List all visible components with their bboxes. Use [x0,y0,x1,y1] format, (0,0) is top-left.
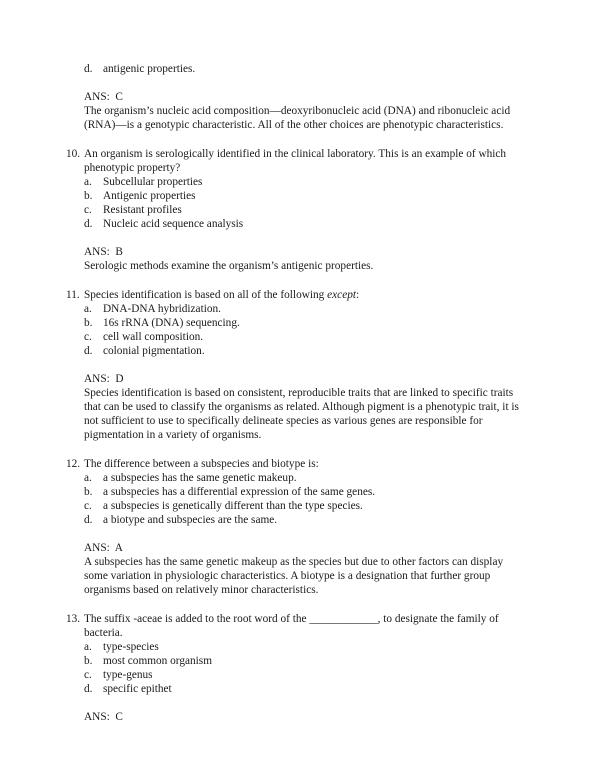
option-text: specific epithet [103,683,172,696]
option-row [84,499,524,513]
question-stem-row [66,147,524,175]
option-row [84,203,524,217]
answer-label: ANS: D [84,373,124,386]
answer-block [84,90,524,132]
option-text: type-species [103,640,159,653]
option-row [84,668,524,682]
option-letter: c. [84,330,92,343]
answer-explanation: Serologic methods examine the organism’s antigenic properties. [84,260,374,273]
spacer [66,231,524,245]
question-stem-part: : [356,288,360,301]
option-row [84,640,524,654]
option-row [84,344,524,358]
spacer [66,443,524,457]
question-block [66,288,524,443]
option-text: Subcellular properties [103,175,203,188]
option-text: Nucleic acid sequence analysis [103,218,244,231]
option-letter: d. [84,683,93,696]
option-row [84,217,524,231]
option-letter: c. [84,203,92,216]
spacer [66,273,524,287]
option-text: a subspecies has a differential expression of the same genes. [103,485,376,498]
question-number: 10. [66,147,81,160]
question-number: 13. [66,612,81,625]
option-letter: b. [84,654,93,667]
option-letter: d. [84,218,93,231]
option-text: type-genus [103,669,153,682]
question-stem-emphasis: except [327,288,356,301]
spacer [66,527,524,541]
question-number: 12. [66,457,81,470]
option-row [84,316,524,330]
answer-explanation: Species identification is based on consistent, reproducible traits that are linked to specific traits that can be used to classify the organisms as related. Although pigment is a phenotypic trait, it is not sufficient to use to specifically delineate species as various genes are responsible for pigmentation in a variety of organisms. [84,387,519,442]
option-letter: d. [84,344,93,357]
answer-label: ANS: C [84,711,123,724]
answer-block [84,541,524,597]
fill-in-blank: _____________ [309,612,378,625]
answer-block [84,372,524,442]
option-row [84,485,524,499]
answer-block [84,245,524,273]
question-stem-row [66,612,524,640]
option-text: Resistant profiles [103,203,182,216]
answer-label: ANS: C [84,91,123,104]
spacer [66,598,524,612]
question-block [66,147,524,274]
option-text: cell wall composition. [103,330,204,343]
option-row [84,513,524,527]
option-text: a biotype and subspecies are the same. [103,514,278,526]
question-stem [84,288,524,302]
option-letter: a. [84,640,92,653]
option-letter: c. [84,499,92,512]
option-text: antigenic properties. [103,63,196,75]
option-list [84,640,524,696]
option-row [84,175,524,189]
question-stem-part: Species identification is based on all of the following [84,288,328,301]
option-row [84,330,524,344]
spacer [66,132,524,146]
option-row [84,302,524,316]
question-number: 11. [66,288,80,301]
option-letter: b. [84,485,93,498]
question-stem: An organism is serologically identified in the clinical laboratory. This is an example of which phenotypic property? [84,147,507,174]
list-item [84,62,524,76]
option-text: most common organism [103,654,212,667]
option-letter: b. [84,189,93,202]
option-row [84,682,524,696]
answer-label: ANS: B [84,246,123,259]
spacer [66,76,524,90]
option-text: DNA-DNA hybridization. [103,302,221,315]
question-stem-row [66,288,524,302]
question-stem-part: , to designate the family of bacteria. [84,612,499,639]
option-letter: d. [84,63,93,75]
answer-explanation: The organism’s nucleic acid composition—deoxyribonucleic acid (DNA) and ribonucleic acid (RNA)—is a genotypic characteristic. All of the other choices are phenotypic characteristics. [84,105,511,132]
question-stem [84,612,524,640]
question-block [66,457,524,598]
option-text: Antigenic properties [103,189,196,202]
answer-block [84,710,524,724]
option-letter: a. [84,175,92,188]
option-letter: a. [84,471,92,484]
option-row [84,189,524,203]
option-row [84,471,524,485]
option-list [84,175,524,231]
question-block [66,612,524,725]
page-content [66,62,524,724]
option-letter: b. [84,316,93,329]
question-stem-row [66,457,524,471]
question-stem: The difference between a subspecies and biotype is: [84,457,319,470]
spacer [66,696,524,710]
option-letter: c. [84,669,92,682]
answer-explanation: A subspecies has the same genetic makeup as the species but due to other factors can display some variation in physiologic characteristics. A biotype is a designation that further group organisms based on relatively minor characteristics. [84,556,504,597]
option-text: a subspecies has the same genetic makeup. [103,471,297,484]
question-stem-part: The suffix -aceae is added to the root word of the [84,612,310,625]
option-text: 16s rRNA (DNA) sequencing. [103,316,240,329]
option-row [84,654,524,668]
option-text: colonial pigmentation. [103,344,205,357]
option-letter: d. [84,514,93,526]
option-row [84,62,524,76]
option-list [84,471,524,527]
answer-label: ANS: A [84,542,123,555]
option-text: a subspecies is genetically different than the type species. [103,499,363,512]
option-list [84,302,524,358]
option-letter: a. [84,302,92,315]
spacer [66,358,524,372]
